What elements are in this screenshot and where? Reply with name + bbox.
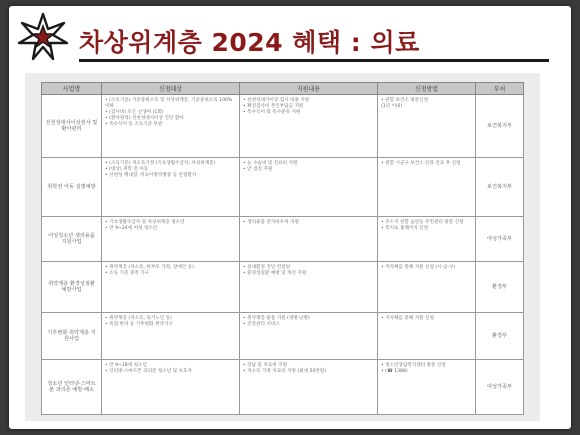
target-cell <box>102 158 240 217</box>
support-cell <box>240 360 378 415</box>
cell-line: • 청소년상담복지센터 방문 신청 <box>381 363 446 368</box>
program-name-cell: 기후변화 취약계층 지원사업 <box>42 313 102 360</box>
cell-line: • 확진검사비 본인부담금 지원 <box>243 104 304 109</box>
column-header: 부처 <box>476 83 524 95</box>
cell-line: • (소득기준) 저소득가정 (기초생활수급자, 차상위계층) <box>105 161 216 166</box>
cell-line: • (검사비) 모든 신생아 (1회) <box>105 110 164 115</box>
table-header-row <box>42 83 524 95</box>
cell-line: • 선천성 백내장, 미숙아망막병증 등 안질환자 <box>105 173 197 178</box>
program-name-cell: 청소년 인터넷·스마트폰 과의존 예방·해소 <box>42 360 102 415</box>
cell-line: • 특수식이 및 특수분유 지원 <box>243 110 301 115</box>
target-cell <box>102 262 240 313</box>
method-cell <box>378 217 476 262</box>
department-cell: 보건복지부 <box>476 158 524 217</box>
cell-line: • (대상) 취학 전 아동 <box>105 167 149 172</box>
cell-line: • 특수식이 등 소득기준 무관 <box>105 122 163 127</box>
method-cell <box>378 360 476 415</box>
cell-line: • 인터넷·스마트폰 과의존 청소년 및 보호자 <box>105 369 192 374</box>
cell-line: • 실내환경 진단 컨설팅 <box>243 265 291 270</box>
cell-line: • 저소득 가정 치료비 지원 (최대 50만원) <box>243 369 327 374</box>
cell-line: • 지자체를 통해 지원 신청 <box>381 316 434 321</box>
support-cell <box>240 313 378 360</box>
cell-line: • (환아관리) 선천성대사이상 진단 환아 <box>105 116 184 121</box>
program-name-cell: 취약계층 환경성질환 예방사업 <box>42 262 102 313</box>
method-cell <box>378 95 476 158</box>
department-cell: 여성가족부 <box>476 360 524 415</box>
table-row <box>42 217 524 262</box>
program-name-cell: 취학전 아동 실명예방 <box>42 158 102 217</box>
cell-line: • 지자체를 통해 지원 신청 (시·군·구) <box>381 265 456 270</box>
cell-line: • 건강관리 서비스 <box>243 322 280 327</box>
cell-line: • (☎ 1388) <box>381 369 408 374</box>
table-row <box>42 262 524 313</box>
table-row <box>42 313 524 360</box>
cell-line: • 만 9~18세 청소년 <box>105 363 147 368</box>
cell-line: • 눈 수술비 및 진료비 지원 <box>243 161 298 166</box>
table-row <box>42 95 524 158</box>
cell-line: • (소득기준) 기준중위소득 및 차상위계층, 기준중위소득 100% 이하 <box>105 98 233 109</box>
support-cell <box>240 95 378 158</box>
method-cell <box>378 313 476 360</box>
cell-line: (1년 이내) <box>381 104 403 109</box>
cell-line: • 상담 및 치료비 지원 <box>243 363 288 368</box>
support-cell <box>240 217 378 262</box>
page-title: 차상위계층 2024 혜택 : 의료 <box>79 28 420 57</box>
cell-line: • 생리용품 전자바우처 지원 <box>243 220 299 225</box>
document-image <box>25 73 540 421</box>
target-cell <box>102 360 240 415</box>
support-cell <box>240 262 378 313</box>
cell-line: • 기초생활수급자 및 차상위계층 청소년 <box>105 220 185 225</box>
benefits-table <box>41 82 524 415</box>
cell-line: • 안 검진 지원 <box>243 167 273 172</box>
department-cell: 환경부 <box>476 313 524 360</box>
method-cell <box>378 262 476 313</box>
department-cell: 여성가족부 <box>476 217 524 262</box>
column-header: 신청방법 <box>378 83 476 95</box>
method-cell <box>378 158 476 217</box>
cell-line: • 취약계층 (저소득, 한부모 가정, 장애인 등) <box>105 265 194 270</box>
cell-line: • 관할 시군구 보건소 안과 진료 후 신청 <box>381 161 461 166</box>
title-underline <box>79 59 549 62</box>
column-header: 신청대상 <box>102 83 240 95</box>
cell-line: • 환경성질환 예방 및 개선 지원 <box>243 271 307 276</box>
column-header: 사업명 <box>42 83 102 95</box>
target-cell <box>102 95 240 158</box>
cell-line: • 복지로 홈페이지 신청 <box>381 226 429 231</box>
slide-card <box>9 6 571 429</box>
department-cell: 환경부 <box>476 262 524 313</box>
cell-line: • 관할 보건소 방문신청 <box>381 98 429 103</box>
cell-line: • 폭염·한파 등 기후변화 취약가구 <box>105 322 173 327</box>
target-cell <box>102 217 240 262</box>
cell-line: • 선천성대사이상 검사 비용 지원 <box>243 98 310 103</box>
cell-line: • 취약계층 물품 지원 (냉방·난방) <box>243 316 310 321</box>
department-cell: 보건복지부 <box>476 95 524 158</box>
burst-icon <box>17 10 69 62</box>
column-header: 지원내용 <box>240 83 378 95</box>
table-row <box>42 360 524 415</box>
cell-line: • 만 9~24세 여성 청소년 <box>105 226 158 231</box>
cell-line: • 주소지 관할 읍면동 주민센터 방문 신청 <box>381 220 464 225</box>
table-row <box>42 158 524 217</box>
support-cell <box>240 158 378 217</box>
program-name-cell: 여성청소년 생리용품 지원사업 <box>42 217 102 262</box>
target-cell <box>102 313 240 360</box>
cell-line: • 소득 기준 충족 가구 <box>105 271 150 276</box>
program-name-cell: 선천성대사이상검사 및 환아관리 <box>42 95 102 158</box>
cell-line: • 취약계층 (저소득, 독거노인 등) <box>105 316 172 321</box>
